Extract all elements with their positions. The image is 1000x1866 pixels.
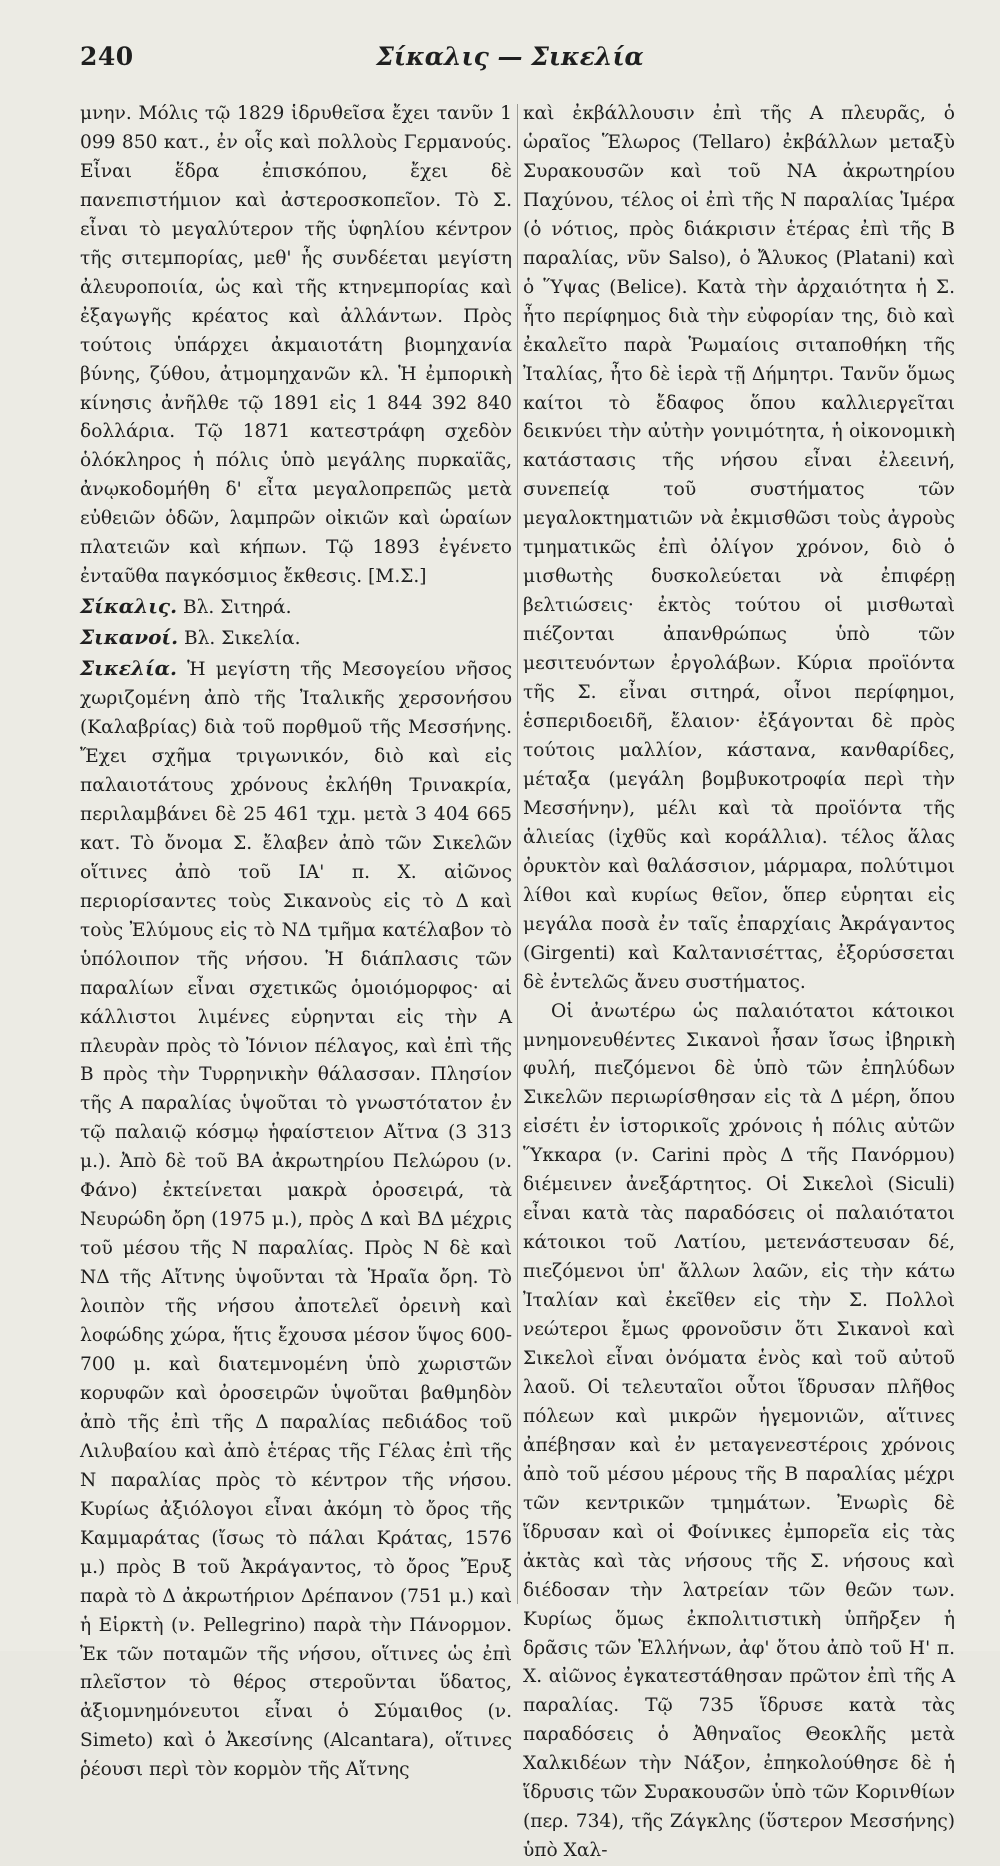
running-title: Σίκαλις — Σικελία — [376, 42, 644, 71]
entry-sikelia — [80, 654, 512, 1785]
entry-headword: Σικανοί. — [80, 625, 179, 650]
entry-headword: Σίκαλις. — [80, 594, 178, 619]
left-column — [80, 100, 512, 1781]
entry-continuation: μνην. Μόλις τῷ 1829 ἱδρυθεῖσα ἔχει τανῦν 1 099 850 κατ., ἐν οἷς καὶ πολλοὺς Γερμανούς. Εἶναι ἕδρα ἐπισκόπου, ἔχει δὲ πανεπιστήμιον καὶ ἀστεροσκοπεῖον. Τὸ Σ. εἶναι τὸ μεγαλύτερον τῆς ὑφηλίου κέντρον τῆς σιτεμπορίας, μεθ' ἧς συνδέεται μεγίστη ἀλευροποιία, ὡς καὶ τῆς κτηνεμπορίας καὶ ἐξαγωγῆς κρέατος καὶ ἀλλάντων. Πρὸς τούτοις ὑπάρχει ἀκμαιοτάτη βιομηχανία βύνης, ζύθου, ἀτμομηχανῶν κλ. Ἡ ἐμπορικὴ κίνησις ἀνῆλθε τῷ 1891 εἰς 1 844 392 840 δολλάρια. Τῷ 1871 κατεστράφη σχεδὸν ὁλόκληρος ἡ πόλις ὑπὸ μεγάλης πυρκαϊᾶς, ἀνῳκοδομήθη δ' εἶτα μεγαλοπρεπῶς μετὰ εὐθειῶν ὁδῶν, λαμπρῶν οἰκιῶν καὶ ὡραίων πλατειῶν καὶ κήπων. Τῷ 1893 ἐγένετο ἐνταῦθα παγκόσμιος ἔκθεσις. [Μ.Σ.] — [80, 103, 512, 588]
body-paragraph: Οἱ ἀνωτέρω ὡς παλαιότατοι κάτοικοι μνημονευθέντες Σικανοὶ ἦσαν ἴσως ἰβηρικὴ φυλή, πιεζόμενοι δὲ ὑπὸ τῶν ἐπηλύδων Σικελῶν περιωρίσθησαν εἰς τὰ Δ μέρη, ὅπου εἰσέτι ἐν ἱστορικοῖς χρόνοις ἡ πόλις αὐτῶν Ὕκκαρα (ν. Carini πρὸς Δ τῆς Πανόρμου) διέμεινεν ἀνεξάρτητος. Οἱ Σικελοὶ (Siculi) εἶναι κατὰ τὰς παραδόσεις οἱ παλαιότατοι κάτοικοι τοῦ Λατίου, μετενάστευσαν δέ, πιεζόμενοι ὑπ' ἄλλων λαῶν, εἰς τὴν κάτω Ἰταλίαν καὶ ἐκεῖθεν εἰς τὴν Σ. Πολλοὶ νεώτεροι ἔμως φρονοῦσιν ὅτι Σικανοὶ καὶ Σικελοὶ εἶναι ὀνόματα ἑνὸς καὶ τοῦ αὐτοῦ λαοῦ. Οἱ τελευταῖοι οὗτοι ἵδρυσαν πλῆθος πόλεων καὶ μικρῶν ἡγεμονιῶν, αἵτινες ἀπέβησαν καὶ ἐν μεταγενεστέροις χρόνοις ἀπὸ τοῦ μέσου μέρους τῆς Β παραλίας μέχρι τῶν κεντρικῶν τμημάτων. Ἐνωρὶς δὲ ἵδρυσαν καὶ οἱ Φοίνικες ἐμπορεῖα εἰς τὰς ἀκτὰς καὶ τὰς νήσους τῆς Σ. νήσους καὶ διέδοσαν τὴν λατρείαν τῶν θεῶν των. Κυρίως ὅμως ἐκπολιτιστικὴ ὑπῆρξεν ἡ δρᾶσις τῶν Ἑλλήνων, ἀφ' ὅτου ἀπὸ τοῦ Η' π. Χ. αἰῶνος ἐγκατεστάθησαν πρῶτον ἐπὶ τῆς Α παραλίας. Τῷ 735 ἵδρυσε κατὰ τὰς παραδόσεις ὁ Ἀθηναῖος Θεοκλῆς μετὰ Χαλκιδέων τὴν Νάξον, ἐπηκολούθησε δὲ ἡ ἵδρυσις τῶν Συρακουσῶν ὑπὸ τῶν Κορινθίων (περ. 734), τῆς Ζάγκλης (ὕστερον Μεσσήνης) ὑπὸ Χαλ- — [523, 1000, 955, 1862]
page-header — [80, 42, 940, 82]
entry-sikanoi — [80, 623, 512, 654]
entry-body: Ἡ μεγίστη τῆς Μεσογείου νῆσος χωριζομένη ἀπὸ τῆς Ἰταλικῆς χερσονήσου (Καλαβρίας) διὰ τοῦ πορθμοῦ τῆς Μεσσήνης. Ἔχει σχῆμα τριγωνικόν, διὸ καὶ εἰς παλαιοτάτους χρόνους ἐκλήθη Τρινακρία, περιλαμβάνει δὲ 25 461 τχμ. μετὰ 3 404 665 κατ. Τὸ ὄνομα Σ. ἔλαβεν ἀπὸ τῶν Σικελῶν οἵτινες ἀπὸ τοῦ ΙΑ' π. Χ. αἰῶνος περιορίσαντες τοὺς Σικανοὺς εἰς τὸ Δ καὶ τοὺς Ἐλύμους εἰς τὸ ΝΔ τμῆμα κατέλαβον τὸ ὑπόλοιπον τῆς νήσου. Ἡ διάπλασις τῶν παραλίων εἶναι σχετικῶς ὁμοιόμορφος· αἱ κάλλιστοι λιμένες εὑρηνται εἰς τὴν Α πλευρὰν πρὸς τὸ Ἰόνιον πέλαγος, καὶ ἐπὶ τῆς Β πρὸς τὴν Τυρρηνικὴν θάλασσαν. Πλησίον τῆς Α παραλίας ὑψοῦται τὸ γνωστότατον ἐν τῷ παλαιῷ κόσμῳ ἡφαίστειον Αἴτνα (3 313 μ.). Ἀπὸ δὲ τοῦ ΒΑ ἀκρωτηρίου Πελώρου (ν. Φάνο) ἐκτείνεται μακρὰ ὀροσειρά, τὰ Νευρώδη ὄρη (1975 μ.), πρὸς Δ καὶ ΒΔ μέχρις τοῦ μέσου τῆς Ν παραλίας. Πρὸς Ν δὲ καὶ ΝΔ τῆς Αἴτνης ὑψοῦνται τὰ Ἡραῖα ὄρη. Τὸ λοιπὸν τῆς νήσου ἀποτελεῖ ὀρεινὴ καὶ λοφώδης χώρα, ἥτις ἔχουσα μέσον ὕψος 600-700 μ. καὶ διατεμνομένη ὑπὸ χωριστῶν κορυφῶν καὶ ὀροσειρῶν ὑψοῦται βαθμηδὸν ἀπὸ τῆς ἐπὶ τῆς Δ παραλίας πεδιάδος τοῦ Λιλυβαίου καὶ ἀπὸ ἑτέρας τῆς Γέλας ἐπὶ τῆς Ν παραλίας πρὸς τὸ κέντρον τῆς νήσου. Κυρίως ἀξιόλογοι εἶναι ἀκόμη τὸ ὄρος τῆς Καμμαράτας (ἴσως τὸ πάλαι Κράτας, 1576 μ.) πρὸς Β τοῦ Ἀκράγαντος, τὸ ὄρος Ἔρυξ παρὰ τὸ Δ ἀκρωτήριον Δρέπανον (751 μ.) καὶ ἡ Εἱρκτὴ (ν. Pellegrino) παρὰ τὴν Πάνορμον. Ἐκ τῶν ποταμῶν τῆς νήσου, οἵτινες ὡς ἐπὶ πλεῖστον τὸ θέρος στεροῦνται ὕδατος, ἀξιομνημόνευτοι εἶναι ὁ Σύμαιθος (ν. Simeto) καὶ ὁ Ἀκεσίνης (Alcantara), οἵτινες ῥέουσι περὶ τὸν κορμὸν τῆς Αἴτνης — [80, 659, 512, 1781]
entry-sikalis — [80, 592, 512, 623]
page-number: 240 — [80, 42, 134, 71]
right-column — [523, 100, 955, 1862]
column-divider — [517, 104, 518, 1604]
entry-crossref: Βλ. Σικελία. — [178, 628, 301, 650]
body-paragraph: καὶ ἐκβάλλουσιν ἐπὶ τῆς Α πλευρᾶς, ὁ ὡραῖος Ἕλωρος (Tellaro) ἐκβάλλων μεταξὺ Συρακουσῶν καὶ τοῦ ΝΑ ἀκρωτηρίου Παχύνου, τέλος οἱ ἐπὶ τῆς Ν παραλίας Ἱμέρα (ὁ νότιος, πρὸς διάκρισιν ἑτέρας ἐπὶ τῆς Β παραλίας, νῦν Salso), ὁ Ἄλυκος (Platani) καὶ ὁ Ὕψας (Belice). Κατὰ τὴν ἀρχαιότητα ἡ Σ. ἦτο περίφημος διὰ τὴν εὐφορίαν της, διὸ καὶ ἐκαλεῖτο παρὰ Ῥωμαίοις σιταποθήκη τῆς Ἰταλίας, ἦτο δὲ ἱερὰ τῇ Δήμητρι. Τανῦν ὅμως καίτοι τὸ ἔδαφος ὅπου καλλιεργεῖται δεικνύει τὴν αὐτὴν γονιμότητα, ἡ οἰκονομικὴ κατάστασις τῆς νήσου εἶναι ἐλεεινή, συνεπείᾳ τοῦ συστήματος τῶν μεγαλοκτηματιῶν νὰ ἐκμισθῶσι τοὺς ἀγροὺς τμηματικῶς ἐπὶ ὀλίγον χρόνον, διὸ ὁ μισθωτὴς δυσκολεύεται νὰ ἐπιφέρῃ βελτιώσεις· ἐκτὸς τούτου οἱ μισθωταὶ πιέζονται ἀπανθρώπως ὑπὸ τῶν μεσιτευόντων ἐργολάβων. Κύρια προϊόντα τῆς Σ. εἶναι σιτηρά, οἶνοι περίφημοι, ἑσπεριδοειδῆ, ἔλαιον· ἐξάγονται δὲ πρὸς τούτοις μαλλίον, κάστανα, κανθαρίδες, μέταξα (μεγάλη βομβυκοτροφία περὶ τὴν Μεσσήνην), μέλι καὶ τὰ προϊόντα τῆς ἁλιείας (ἰχθῦς καὶ κοράλλια). τέλος ἅλας ὀρυκτὸν καὶ θαλάσσιον, μάρμαρα, πολύτιμοι λίθοι καὶ κυρίως θεῖον, ὅπερ εὑρηται εἰς μεγάλα ποσὰ ἐν ταῖς ἐπαρχίαις Ἀκράγαντος (Girgenti) καὶ Καλτανισέττας, ἐξορύσσεται δὲ ἐντελῶς ἄνευ συστήματος. — [523, 103, 955, 993]
entry-crossref: Βλ. Σιτηρά. — [177, 597, 292, 619]
entry-headword: Σικελία. — [80, 656, 178, 681]
